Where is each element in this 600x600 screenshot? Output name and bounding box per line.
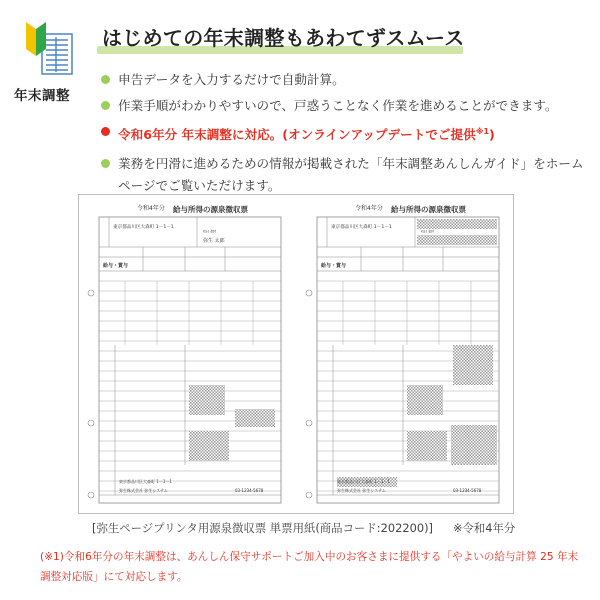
form-payer-name: 弥生株式会社 弥生システム — [119, 488, 168, 493]
shaded-field — [451, 425, 497, 465]
punch-hole-mark — [88, 492, 94, 498]
form-name-kana: ﾔﾖｲ ﾀﾛｳ — [421, 229, 435, 234]
caption-main: [弥生ページプリンタ用源泉徴収票 単票用紙(商品コード:202200)] — [92, 521, 433, 535]
withholding-slip-sample — [78, 194, 514, 514]
feature-text: 業務を円滑に進めるための情報が掲載された「年末調整あんしんガイド」をホームページでご覧いただけます。 — [118, 156, 584, 194]
feature-item — [100, 72, 592, 88]
shaded-field — [235, 409, 275, 427]
form-amount-label: 給与・賞与 — [103, 263, 129, 269]
bullet-icon — [101, 159, 110, 168]
withholding-slip-drawing — [79, 195, 513, 513]
caption-note: ※令和4年分 — [452, 521, 516, 535]
form-amount-label: 給与・賞与 — [321, 263, 347, 269]
footnote-ref: ※1 — [475, 127, 490, 136]
form-era: 令和4年分 — [355, 205, 383, 212]
punch-hole-mark — [88, 290, 94, 296]
footnote: (※1)令和6年分の年末調整は、あんしん保守サポートご加入中のお客さまに提供する「やよいの給与計算 25 年末調整対応版」にて対応します。 — [40, 551, 579, 583]
bullet-icon — [101, 75, 110, 84]
form-address: 東京都品川区大森町 1－1－1 — [331, 225, 392, 230]
sealed-area — [417, 219, 497, 229]
shaded-field — [189, 385, 225, 415]
punch-hole-mark — [306, 492, 312, 498]
punch-hole-mark — [306, 420, 312, 426]
feature-item — [100, 98, 592, 114]
form-name-kana: ﾔﾖｲ ﾀﾛｳ — [203, 229, 217, 234]
form-address: 東京都品川区大森町 1－1－1 — [113, 225, 174, 230]
shaded-field — [189, 431, 229, 461]
feature-list — [100, 72, 592, 207]
punch-hole-mark — [88, 420, 94, 426]
punch-hole-mark — [306, 290, 312, 296]
form-payer-address: 東京都品川区大森町 1－1－1 — [337, 479, 390, 484]
beginner-mark-icon — [20, 20, 80, 78]
shaded-field — [407, 385, 443, 415]
shaded-field — [453, 345, 493, 385]
form-era: 令和4年分 — [137, 205, 165, 212]
form-title: 給与所得の源泉徴収票 — [173, 205, 248, 214]
badge-label: 年末調整 — [14, 88, 70, 104]
feature-text: 申告データを入力するだけで自動計算。 — [118, 72, 345, 87]
form-phone: 03-1234-5678 — [453, 488, 482, 493]
feature-text-close: ) — [489, 127, 495, 143]
form-name: 弥生 太郎 — [203, 238, 225, 244]
feature-text: 作業手順がわかりやすいので、戸惑うことなく作業を進めることができます。 — [118, 98, 558, 113]
form-payer-address: 東京都品川区大森町 1－1－1 — [119, 479, 172, 484]
form-title: 給与所得の源泉徴収票 — [391, 205, 466, 214]
form-copy-sealed — [306, 204, 499, 503]
form-copy — [88, 204, 281, 503]
feature-item — [100, 153, 592, 197]
shaded-field — [407, 431, 447, 461]
feature-badge — [14, 20, 90, 104]
sealed-area — [417, 235, 497, 245]
bullet-icon — [101, 127, 110, 136]
form-payer-name: 弥生株式会社 弥生システム — [337, 488, 386, 493]
bullet-icon — [101, 101, 110, 110]
headline: はじめての年末調整もあわてずスムース — [102, 26, 465, 50]
feature-item-highlight — [100, 124, 592, 143]
feature-text: 令和6年分 年末調整に対応。(オンラインアップデートでご提供 — [118, 127, 476, 143]
product-caption — [92, 520, 515, 536]
form-phone: 03-1234-5678 — [235, 488, 264, 493]
